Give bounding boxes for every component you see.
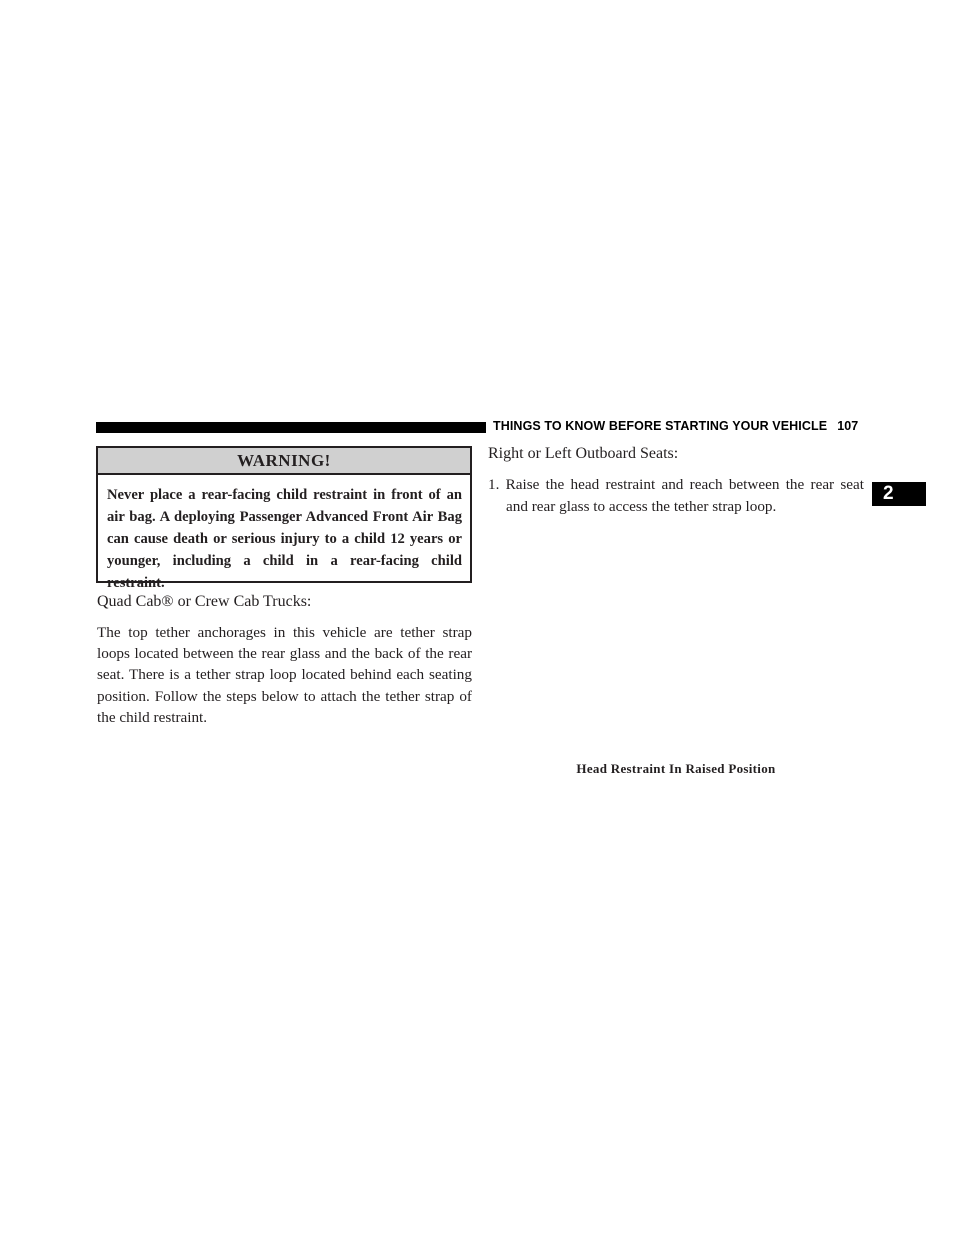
tether-anchorage-paragraph: The top tether anchorages in this vehicle are tether strap loops located between the rear glass and the back of the rear seat. There is a tether strap loop located behind each seating position. Follow the steps below to attach the tether strap of the child restraint. — [97, 624, 472, 726]
warning-text: Never place a rear-facing child restraint in front of an air bag. A deploying Passenger Advanced Front Air Bag can cause death or serious injury to a child 12 years or younger, including a child in a rear-facing child restraint. — [107, 487, 462, 591]
running-header — [493, 419, 858, 433]
left-column — [97, 591, 472, 728]
warning-heading: WARNING! — [98, 448, 470, 475]
page-number: 107 — [837, 419, 859, 433]
step-1: 1. Raise the head restraint and reach between the rear seat and rear glass to access the tether strap loop. — [488, 476, 864, 515]
warning-box — [96, 446, 472, 591]
head-restraint-figure — [488, 520, 864, 735]
right-column — [488, 443, 864, 518]
quad-cab-subheading: Quad Cab® or Crew Cab Trucks: — [97, 593, 312, 610]
chapter-tab: 2 — [872, 482, 926, 506]
outboard-seats-subheading: Right or Left Outboard Seats: — [488, 445, 679, 462]
figure-caption: Head Restraint In Raised Position — [576, 761, 776, 776]
header-rule — [96, 422, 486, 433]
header-title: THINGS TO KNOW BEFORE STARTING YOUR VEHICLE — [493, 419, 828, 433]
